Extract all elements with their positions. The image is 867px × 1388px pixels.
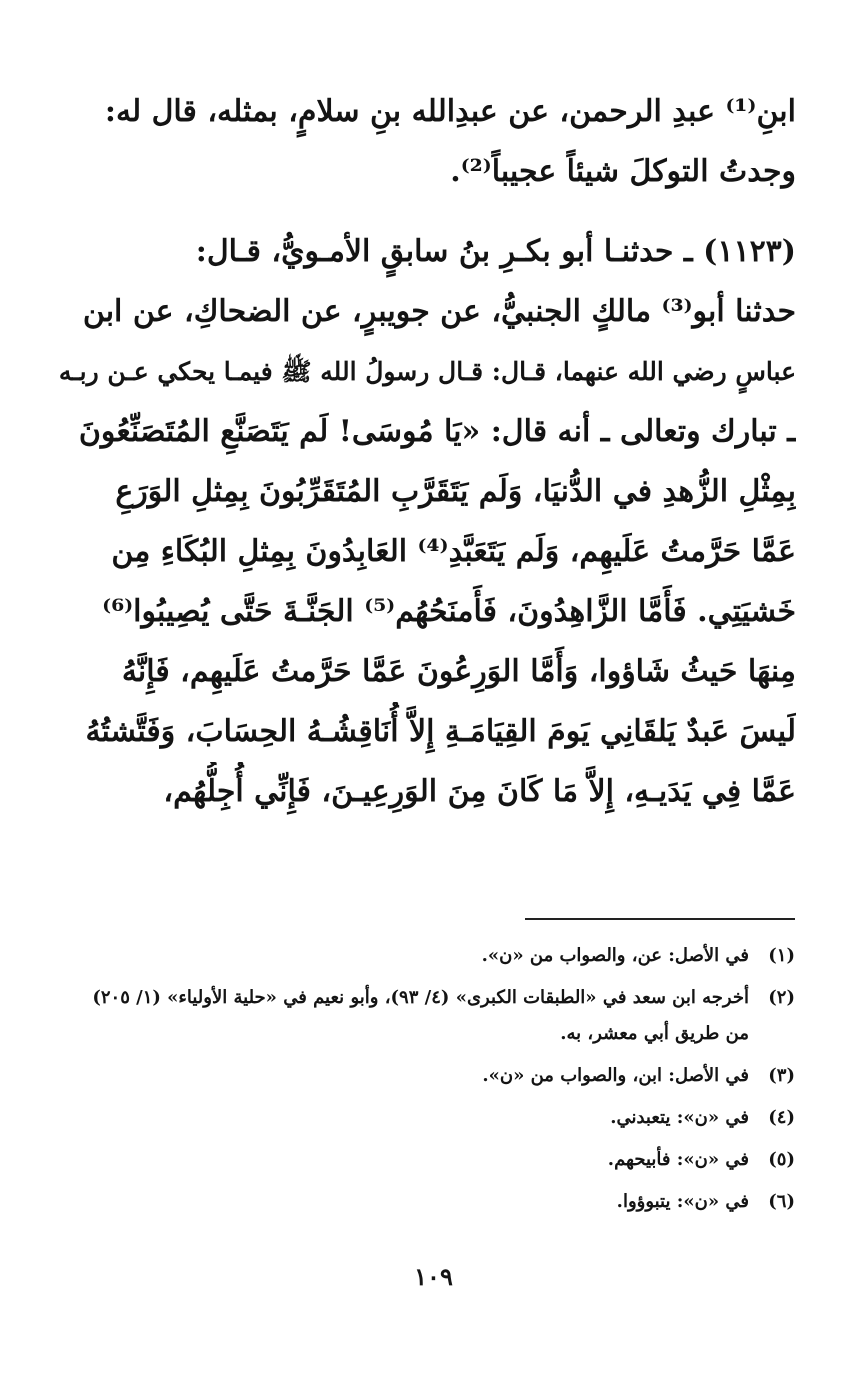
footnote-text: في «ن»: يتبوؤوا. — [616, 1191, 749, 1212]
footnote-number: (٤) — [768, 1107, 795, 1128]
text-line: خَشيَتِي. فَأَمَّا الزَّاهِدُونَ، فَأَمنَحُهُم⁽⁵⁾ الجَنَّـةَ حَتَّى يُصِيبُوا⁽⁶⁾ — [102, 594, 796, 629]
footnote-number: (٥) — [768, 1149, 795, 1170]
footnote — [70, 980, 795, 1052]
footnote-number: (٢) — [768, 987, 795, 1008]
footnotes — [70, 938, 795, 1226]
footnote-number: (٣) — [768, 1065, 795, 1086]
text-line: وجدتُ التوكلَ شيئاً عجيباً⁽²⁾. — [450, 154, 796, 189]
footnote-text: في «ن»: فأبيحهم. — [607, 1149, 749, 1170]
footnote — [70, 1058, 795, 1094]
text-line: ابنِ⁽¹⁾ عبدِ الرحمن، عن عبدِالله بنِ سلامٍ، بمثله، قال له: — [104, 94, 796, 129]
page-number: ١٠٩ — [414, 1262, 453, 1291]
text-line: بِمِثْلِ الزُّهدِ في الدُّنيَا، وَلَم يَتَقَرَّبِ المُتَقَرِّبُونَ بِمِثلِ الوَرَعِ — [115, 474, 796, 509]
footnote — [70, 1184, 795, 1220]
footnote-number: (٦) — [768, 1191, 795, 1212]
footnote — [70, 1100, 795, 1136]
footnote-divider — [525, 918, 795, 920]
footnote-text: في «ن»: يتعبدني. — [610, 1107, 749, 1128]
footnote — [70, 1142, 795, 1178]
text-line: ـ تبارك وتعالى ـ أنه قال: «يَا مُوسَى! لَم يَتَصَنَّعِ المُتَصَنِّعُونَ — [78, 414, 796, 449]
footnote-text: في الأصل: عن، والصواب من «ن». — [481, 945, 749, 966]
text-line: عَمَّا فِي يَدَيـهِ، إِلاَّ مَا كَانَ مِنَ الوَرِعِيـنَ، فَإِنِّي أُجِلُّهُم، — [163, 774, 796, 809]
text-line: عباسٍ رضي الله عنهما، قـال: قـال رسولُ الله ﷺ فيمـا يحكي عـن ربـه — [58, 357, 796, 386]
text-line: لَيسَ عَبدٌ يَلقَانِي يَومَ القِيَامَـةِ إِلاَّ أُنَاقِشُـهُ الحِسَابَ، وَفَتَّشتُهُ — [85, 714, 796, 749]
text-line: عَمَّا حَرَّمتُ عَلَيهِم، وَلَم يَتَعَبَّدِ⁽⁴⁾ العَابِدُونَ بِمِثلِ البُكَاءِ مِن — [111, 534, 796, 569]
main-text — [56, 82, 796, 822]
text-line: مِنهَا حَيثُ شَاؤوا، وَأَمَّا الوَرِعُونَ عَمَّا حَرَّمتُ عَلَيهِم، فَإِنَّهُ — [121, 654, 796, 689]
footnote — [70, 938, 795, 974]
footnote-text: أخرجه ابن سعد في «الطبقات الكبرى» (٤/ ٩٣)، وأبو نعيم في «حلية الأولياء» (١/ ٢٠٥) من طريق أبي معشر، به. — [92, 987, 749, 1044]
footnote-number: (١) — [768, 945, 795, 966]
text-line: حدثنا أبو⁽³⁾ مالكٍ الجنبيُّ، عن جويبرٍ، عن الضحاكِ، عن ابن — [82, 294, 796, 329]
hadith-heading-line: (١١٢٣) ـ حدثنـا أبو بكـرِ بنُ سابقٍ الأمـويُّ، قـال: — [195, 234, 796, 269]
footnote-text: في الأصل: ابن، والصواب من «ن». — [482, 1065, 749, 1086]
